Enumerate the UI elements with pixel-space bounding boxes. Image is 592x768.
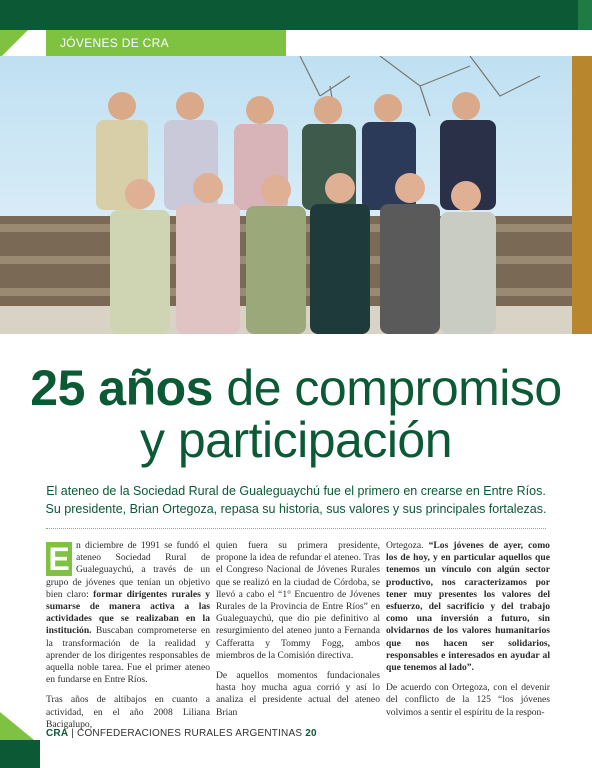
c2-p1: quien fuera su primera presidente, propone la idea de refundar el ateneo. Tras el Congreso Nacional de Jóvenes Rurales que se realizó en la ciudad de Córdoba, se llevó a cabo el “1° Encuentro de Jóvenes Rurales de la Provincia de Entre Ríos” en Gualeguaychú, que dio pie definitivo al resurgimiento del ateneo junto a Fernanda Cafferatta y Tommy Fogg, ambos miembros de la Comisión directiva. <box>216 540 380 661</box>
headline-line2: y participación <box>139 412 453 468</box>
c1-p1-bold: formar dirigentes rurales y sumarse de manera activa a las actividades que se realizaban en la institución. <box>46 588 210 637</box>
c3-p2: De acuerdo con Ortegoza, con el devenir del conflicto de la 125 “los jóvenes volvimos a sentir el espíritu de la respon- <box>386 682 550 718</box>
footer-sep: | <box>68 728 78 739</box>
column-1 <box>46 540 210 739</box>
top-band <box>0 0 592 30</box>
subheading: El ateneo de la Sociedad Rural de Gualeguaychú fue el primero en crearse en Entre Ríos. Su presidente, Brian Ortegoza, repasa su historia, sus valores y sus principales fortalezas. <box>45 484 547 516</box>
group-photo <box>0 56 592 334</box>
top-band-accent <box>578 0 592 30</box>
headline-bold: 25 años <box>30 360 213 416</box>
c1-p2: Tras años de altibajos en cuanto a actividad, en el año 2008 Liliana Bacigalupo, <box>46 694 210 730</box>
divider <box>46 528 546 529</box>
c1-p1-b: Buscaban comprometerse en la transformación de la realidad y aprender de los dirigentes responsables de aquella noble tarea. Fue el primer ateneo en fundarse en Entre Ríos. <box>46 625 210 686</box>
drop-cap: E <box>46 542 72 576</box>
column-3 <box>386 540 550 727</box>
headline <box>0 362 592 466</box>
headline-light: de compromiso <box>213 360 562 416</box>
c3-p1-a: Ortegoza. <box>386 540 429 551</box>
page-footer <box>46 728 317 739</box>
c3-p1-bold: “Los jóvenes de ayer, como los de hoy, y en particular aquellos que tenemos un vínculo con algún sector productivo, nos caracterizamos por tener muy presentes los valores del esfuerzo, del sacrificio y del trabajo como una inversión a futuro, sin olvidarnos de los valores humanitarios que nos hacen ser solidarios, responsables e interesados en ayudar al que tenemos al lado”. <box>386 540 550 674</box>
section-label: JÓVENES DE CRA <box>46 30 286 56</box>
c1-p1-a: n diciembre de 1991 se fundó el ateneo Sociedad Rural de Gualeguaychú, a través de un grupo de jóvenes que tenían un objetivo bien claro: <box>46 540 210 600</box>
page-number: 20 <box>305 728 317 739</box>
footer-decoration <box>0 712 40 768</box>
column-2 <box>216 540 380 727</box>
footer-publication: CONFEDERACIONES RURALES ARGENTINAS <box>77 728 303 739</box>
c2-p2: De aquellos momentos fundacionales hasta hoy mucha agua corrió y así lo analiza el presidente actual del ateneo Brian <box>216 670 380 718</box>
footer-brand: CRA <box>46 728 69 739</box>
